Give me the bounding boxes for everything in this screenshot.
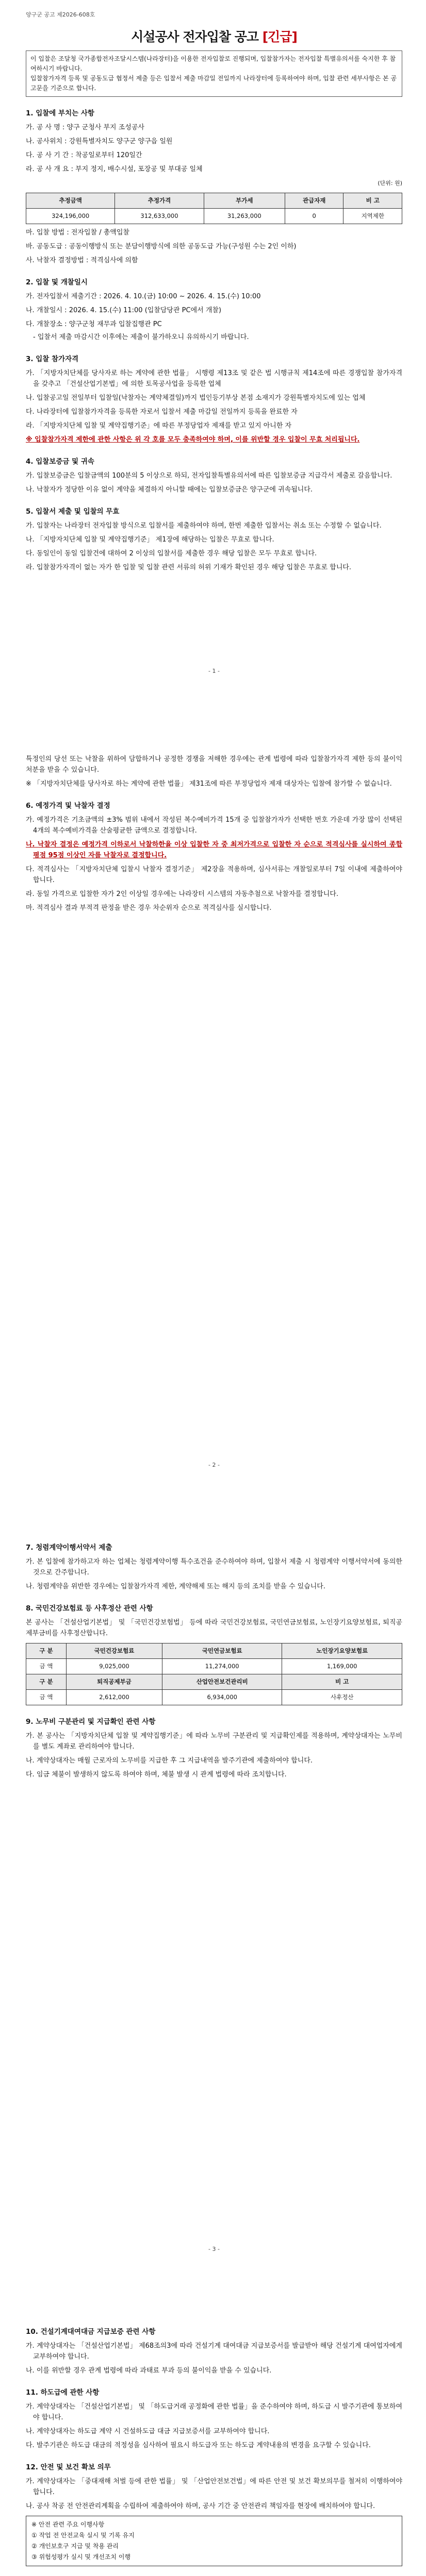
section-item: 라. 입찰참가자격이 없는 자가 한 입찰 및 입찰 관련 서류의 허위 기재가 확인된 경우 해당 입찰은 무효로 합니다. — [26, 564, 352, 571]
section-item: 다. 동일인이 동일 입찰건에 대하여 2 이상의 입찰서를 제출한 경우 해당 입찰은 모두 무효로 합니다. — [26, 550, 317, 557]
section-item: 다. 임금 체불이 발생하지 않도록 하여야 하며, 체불 발생 시 관계 법령에 따라 조치합니다. — [26, 1771, 287, 1778]
intro-line: 이 입찰은 조달청 국가종합전자조달시스템(나라장터)을 이용한 전자입찰로 진행되며, 입찰참가자는 전자입찰 특별유의서를 숙지한 후 참여하시기 바랍니다. — [30, 55, 396, 72]
table-header: 구 분 — [26, 1674, 67, 1690]
section-note: - 입찰서 제출 마감시간 이후에는 제출이 불가하오니 유의하시기 바랍니다. — [33, 333, 249, 341]
table-header: 퇴직공제부금 — [67, 1674, 162, 1690]
section-item: 가. 공 사 명 : 양구 군청사 부지 조성공사 — [26, 124, 144, 131]
section-item: 다. 공 사 기 간 : 착공일로부터 120일간 — [26, 151, 142, 159]
section-item: 다. 적격심사는 「지방자치단체 입찰시 낙찰자 결정기준」 제2장을 적용하며, 심사서류는 개찰일로부터 7일 이내에 제출하여야 합니다. — [26, 866, 402, 884]
table-cell: 0 — [285, 209, 343, 224]
section-item: 마. 입찰 방법 : 전자입찰 / 총액입찰 — [26, 229, 129, 236]
box-line: ② 개인보호구 지급 및 착용 관리 — [31, 2543, 119, 2550]
table-header: 국민연금보험료 — [162, 1643, 282, 1659]
section-item: 나. 「지방자치단체 입찰 및 계약집행기준」 제1장에 해당하는 입찰은 무효로 합니다. — [26, 536, 274, 544]
safety-box — [26, 2516, 402, 2566]
section-item: 가. 계약상대자는 「건설산업기본법」 및 「하도급거래 공정화에 관한 법률」을 준수하여야 하며, 하도급 시 발주기관에 통보하여야 합니다. — [26, 2403, 402, 2421]
lead-paragraph: 특정인의 당선 또는 낙찰을 위하여 담합하거나 공정한 경쟁을 저해한 경우에는 관계 법령에 따라 입찰참가자격 제한 등의 불이익 처분을 받을 수 있습니다. — [26, 755, 402, 774]
section-heading: 8. 국민건강보험료 등 사후정산 관련 사항 — [26, 1604, 153, 1613]
estimate-table — [26, 193, 402, 224]
section-item: 가. 계약상대자는 「건설산업기본법」 제68조의3에 따라 건설기계 대여대금 지급보증서를 발급받아 해당 건설기계 대여업자에게 교부하여야 합니다. — [26, 2342, 402, 2361]
section-item: 다. 개찰장소 : 양구군청 재무과 입찰집행관 PC — [26, 320, 162, 328]
section-item: 나. 입찰공고일 전일부터 입찰일(낙찰자는 계약체결일)까지 법인등기부상 본점 소재지가 강원특별자치도에 있는 업체 — [26, 394, 366, 402]
section-item: 가. 입찰보증금은 입찰금액의 100분의 5 이상으로 하되, 전자입찰특별유의서에 따른 입찰보증금 지급각서 제출로 갈음합니다. — [26, 472, 392, 480]
section-item: 가. 전자입찰서 제출기간 : 2026. 4. 10.(금) 10:00 ~ 2026. 4. 15.(수) 10:00 — [26, 293, 261, 300]
section-item: 라. 공 사 개 요 : 부지 정지, 배수시설, 포장공 및 부대공 일체 — [26, 165, 203, 173]
section-item: 라. 「지방자치단체 입찰 및 계약집행기준」에 따른 부정당업자 제재를 받고 있지 아니한 자 — [26, 422, 292, 430]
section-note: ※ 「지방자치단체를 당사자로 하는 계약에 관한 법률」 제31조에 따른 부정당업자 제재 대상자는 입찰에 참가할 수 없습니다. — [26, 780, 392, 788]
table-cell: 6,934,000 — [162, 1690, 282, 1705]
table-header: 추정금액 — [26, 193, 115, 209]
box-line: ③ 위험성평가 실시 및 개선조치 이행 — [31, 2553, 131, 2561]
section-heading: 7. 청렴계약이행서약서 제출 — [26, 1544, 112, 1552]
table-header: 노인장기요양보험료 — [282, 1643, 402, 1659]
highlight-item: 나. 낙찰자 결정은 예정가격 이하로서 낙찰하한율 이상 입찰한 자 중 최저가격으로 입찰한 자 순으로 적격심사를 실시하여 종합평점 95점 이상인 자를 낙찰자로 결정합니다. — [26, 841, 402, 859]
table-header: 비 고 — [282, 1674, 402, 1690]
section-heading: 12. 안전 및 보건 확보 의무 — [26, 2463, 111, 2471]
section-heading: 11. 하도급에 관한 사항 — [26, 2388, 100, 2397]
section-heading: 4. 입찰보증금 및 귀속 — [26, 457, 94, 466]
section-item: 가. 본 공사는 「지방자치단체 입찰 및 계약집행기준」에 따라 노무비 구분관리 및 지급확인제를 적용하며, 계약상대자는 노무비를 별도 계좌로 관리하여야 합니다. — [26, 1732, 402, 1751]
section-item: 가. 예정가격은 기초금액의 ±3% 범위 내에서 작성된 복수예비가격 15개 중 입찰참가자가 선택한 번호 가운데 가장 많이 선택된 4개의 복수예비가격을 산술평균한 금액으로 결정합니다. — [26, 816, 402, 835]
section-heading: 3. 입찰 참가자격 — [26, 355, 79, 363]
section-item: 나. 공사위치 : 강원특별자치도 양구군 양구읍 일원 — [26, 138, 173, 145]
section-item: 가. 「지방자치단체를 당사자로 하는 계약에 관한 법률」 시행령 제13조 및 같은 법 시행규칙 제14조에 따른 경쟁입찰 참가자격을 갖추고 「건설산업기본법」에 의한 토목공사업을 등록한 업체 — [26, 369, 402, 388]
table-cell: 금 액 — [26, 1659, 67, 1674]
table-cell: 사후정산 — [282, 1690, 402, 1705]
section-heading: 6. 예정가격 및 낙찰자 결정 — [26, 802, 110, 810]
section-item: 나. 개찰일시 : 2026. 4. 15.(수) 11:00 (입찰담당관 PC에서 개찰) — [26, 307, 222, 314]
notice-document — [26, 0, 402, 2576]
page-number: - 2 - — [208, 1462, 220, 1468]
section-item: 가. 본 입찰에 참가하고자 하는 업체는 청렴계약이행 특수조건을 준수하여야 하며, 입찰서 제출 시 청렴계약 이행서약서에 동의한 것으로 간주합니다. — [26, 1558, 402, 1577]
table-cell: 9,025,000 — [67, 1659, 162, 1674]
section-item: 다. 발주기관은 하도급 대금의 적정성을 심사하여 필요시 하도급자 또는 하도급 계약내용의 변경을 요구할 수 있습니다. — [26, 2442, 371, 2449]
intro-box — [26, 50, 402, 97]
intro-line: 입찰참가자격 등록 및 공동도급 협정서 제출 등은 입찰서 제출 마감일 전일까지 나라장터에 등록하여야 하며, 입찰 관련 세부사항은 본 공고문을 기준으로 합니다. — [30, 75, 397, 92]
section-item: 나. 공사 착공 전 안전관리계획을 수립하여 제출하여야 하며, 공사 기간 중 안전관리 책임자를 현장에 배치하여야 합니다. — [26, 2502, 375, 2510]
table-header: 추정가격 — [115, 193, 204, 209]
section-item: 가. 계약상대자는 「중대재해 처벌 등에 관한 법률」 및 「산업안전보건법」에 따른 안전 및 보건 확보의무를 철저히 이행하여야 합니다. — [26, 2478, 402, 2496]
title-text: 시설공사 전자입찰 공고 — [131, 29, 259, 44]
section-item: 나. 계약상대자는 하도급 계약 시 건설하도급 대금 지급보증서를 교부하여야 합니다. — [26, 2428, 270, 2435]
table-cell: 2,612,000 — [67, 1690, 162, 1705]
table-header: 관급자재 — [285, 193, 343, 209]
section-item: 사. 낙찰자 결정방법 : 적격심사에 의함 — [26, 257, 138, 264]
table-header: 구 분 — [26, 1643, 67, 1659]
section-item: 라. 동일 가격으로 입찰한 자가 2인 이상일 경우에는 나라장터 시스템의 자동추첨으로 낙찰자를 결정합니다. — [26, 890, 339, 898]
page-number: - 1 - — [208, 668, 220, 674]
table-header: 산업안전보건관리비 — [162, 1674, 282, 1690]
table-cell: 31,263,000 — [204, 209, 285, 224]
section-heading: 10. 건설기계대여대금 지급보증 관련 사항 — [26, 2328, 156, 2336]
table-header: 부가세 — [204, 193, 285, 209]
table-cell: 11,274,000 — [162, 1659, 282, 1674]
section-item: 다. 나라장터에 입찰참가자격을 등록한 자로서 입찰서 제출 마감일 전일까지 등록을 완료한 자 — [26, 408, 298, 416]
table-cell: 금 액 — [26, 1690, 67, 1705]
table-cell: 312,633,000 — [115, 209, 204, 224]
table-cell: 1,169,000 — [282, 1659, 402, 1674]
section-heading: 9. 노무비 구분관리 및 지급확인 관련 사항 — [26, 1718, 156, 1726]
table-header: 국민건강보험료 — [67, 1643, 162, 1659]
notice-id: 양구군 공고 제2026-608호 — [26, 11, 95, 18]
highlight-note: ※ 입찰참가자격 제한에 관한 사항은 위 각 호를 모두 충족하여야 하며, 이를 위반할 경우 입찰이 무효 처리됩니다. — [26, 436, 360, 444]
page-title — [26, 31, 402, 42]
box-line: ※ 안전 관련 주요 이행사항 — [31, 2521, 105, 2528]
box-line: ① 작업 전 안전교육 실시 및 기록 유지 — [31, 2532, 135, 2539]
section-item: 바. 공동도급 : 공동이행방식 또는 분담이행방식에 의한 공동도급 가능(구성원 수는 2인 이하) — [26, 243, 297, 250]
insurance-table — [26, 1643, 402, 1705]
section-heading: 2. 입찰 및 개찰일시 — [26, 278, 88, 286]
section-text: 본 공사는 「건설산업기본법」 및 「국민건강보험법」 등에 따라 국민건강보험료, 국민연금보험료, 노인장기요양보험료, 퇴직공제부금비를 사후정산합니다. — [26, 1619, 402, 1637]
urgent-tag: [긴급] — [262, 29, 297, 44]
section-item: 나. 청렴계약을 위반한 경우에는 입찰참가자격 제한, 계약해제 또는 해지 등의 조치를 받을 수 있습니다. — [26, 1583, 325, 1590]
page-number: - 3 - — [208, 2246, 220, 2252]
table-cell: 324,196,000 — [26, 209, 115, 224]
section-item: 나. 낙찰자가 정당한 이유 없이 계약을 체결하지 아니할 때에는 입찰보증금은 양구군에 귀속됩니다. — [26, 486, 313, 494]
section-item: 가. 입찰자는 나라장터 전자입찰 방식으로 입찰서를 제출하여야 하며, 한번 제출한 입찰서는 취소 또는 수정할 수 없습니다. — [26, 522, 382, 530]
table-header: 비 고 — [343, 193, 402, 209]
section-item: 마. 적격심사 결과 부적격 판정을 받은 경우 차순위자 순으로 적격심사를 실시합니다. — [26, 904, 272, 912]
table-cell: 지역제한 — [343, 209, 402, 224]
section-heading: 5. 입찰서 제출 및 입찰의 무효 — [26, 507, 120, 516]
section-heading: 1. 입찰에 부치는 사항 — [26, 109, 94, 117]
section-item: 나. 계약상대자는 매월 근로자의 노무비를 지급한 후 그 지급내역을 발주기관에 제출하여야 합니다. — [26, 1757, 313, 1765]
unit-label: (단위: 원) — [378, 180, 402, 187]
section-item: 나. 이를 위반할 경우 관계 법령에 따라 과태료 부과 등의 불이익을 받을 수 있습니다. — [26, 2367, 272, 2375]
